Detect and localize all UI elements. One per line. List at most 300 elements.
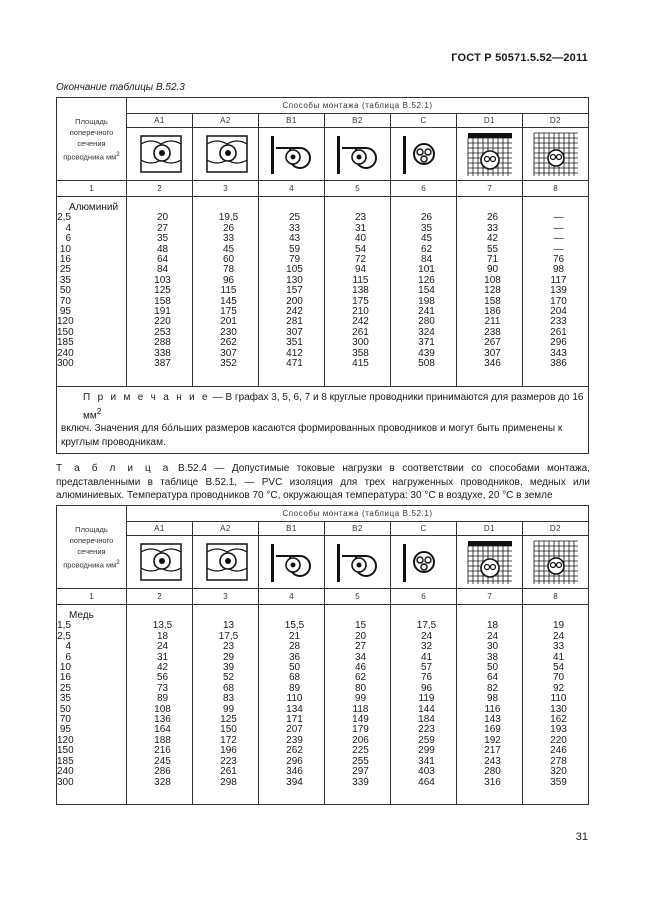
table-cell-value: 30 [486, 641, 499, 653]
table-cell-value: 371 [418, 337, 435, 349]
table-cell-value: 211 [484, 316, 501, 328]
table-cell-value: 403 [418, 766, 435, 778]
table-cell-value: 82 [486, 682, 499, 694]
table-cell-value: 48 [156, 243, 169, 255]
table-cell-value: 24 [552, 630, 565, 642]
column-number: 1 [57, 589, 127, 605]
table-cell-value: 80 [354, 682, 367, 694]
table-cell-value: 162 [550, 714, 567, 726]
table-cell-value: 150 [220, 724, 237, 736]
column-number: 7 [457, 181, 523, 197]
column-number: 3 [193, 181, 259, 197]
method-code-d2: D2 [523, 522, 589, 536]
table-cell-value: 18 [156, 630, 169, 642]
table-cell-value: 64 [156, 254, 169, 266]
table-cell-value: 261 [550, 326, 567, 338]
table-cell-value: 23 [354, 212, 367, 224]
table-cell-value: 120 [57, 734, 74, 746]
table-cell-value: 50 [288, 662, 301, 674]
table-cell-value: 25 [288, 212, 301, 224]
current-column-2 [127, 197, 193, 387]
table-cell-value: 54 [552, 662, 565, 674]
method-code-d1: D1 [457, 522, 523, 536]
table-cell-value: 386 [550, 358, 567, 370]
table-cell-value: 170 [550, 295, 567, 307]
table-cell-value: 239 [286, 734, 303, 746]
column-number: 7 [457, 589, 523, 605]
table-cell-value: 64 [486, 672, 499, 684]
table-cell-value: 41 [420, 651, 433, 663]
table-cell-value: 15,5 [284, 620, 305, 632]
table-cell-value: 300 [352, 337, 369, 349]
column-number: 5 [325, 181, 391, 197]
table-cell-value: 186 [484, 306, 501, 318]
method-b2-pictogram-icon [325, 128, 391, 181]
table-cell-value: 42 [486, 233, 499, 245]
table-cell-value: 35 [59, 693, 71, 705]
table-cell-value: 33 [288, 222, 301, 234]
table-cell-value: 31 [156, 651, 169, 663]
table-cell-value: 230 [220, 326, 237, 338]
table-cell-value: 41 [552, 651, 565, 663]
table-cell-value: 387 [154, 358, 171, 370]
table-cell-value: 259 [418, 734, 435, 746]
table-cell-value: 233 [550, 316, 567, 328]
table-cell-value: 198 [418, 295, 435, 307]
method-b1-pictogram-icon [259, 128, 325, 181]
table1-caption: Окончание таблицы В.52.3 [56, 82, 185, 93]
table-cell-value: 240 [57, 347, 74, 359]
table-cell-value: 39 [222, 662, 235, 674]
table-cell-value: 42 [156, 662, 169, 674]
table-cell-value: 27 [354, 641, 367, 653]
current-column-5 [325, 605, 391, 805]
table-cell-value: 84 [420, 254, 433, 266]
page-number: 31 [575, 831, 588, 843]
table-cell-value: 95 [59, 724, 71, 736]
method-code-row [57, 522, 589, 536]
table-cell-value: 241 [418, 306, 435, 318]
method-b2-pictogram-icon [325, 536, 391, 589]
area-sup: 2 [116, 558, 120, 566]
table-cell-value: 136 [154, 714, 171, 726]
table-cell-value: 286 [154, 766, 171, 778]
area-label: Площадь поперечного сечения проводника мм [63, 116, 117, 162]
method-d1-pictogram-icon [457, 536, 523, 589]
table-cell-value: 110 [286, 693, 303, 705]
table-cell-value: 138 [352, 285, 369, 297]
table-cell-value: 220 [154, 316, 171, 328]
table-cell-value: 200 [286, 295, 303, 307]
table-cell-value: 89 [288, 682, 301, 694]
table-cell-value: 19,5 [218, 212, 239, 224]
table-cell-value: 32 [420, 641, 433, 653]
table-cell-value: 300 [57, 358, 74, 370]
table-cell-value: 196 [220, 745, 237, 757]
cross-section-column [57, 197, 127, 387]
table-cell-value: 101 [418, 264, 435, 276]
table-cell-value: 115 [352, 274, 369, 286]
method-code-d1: D1 [457, 114, 523, 128]
table-cell-value: 50 [59, 285, 71, 297]
table-cell-value: 94 [354, 264, 367, 276]
table-cell-value: — [553, 243, 564, 255]
table-cell-value: 96 [222, 274, 235, 286]
table-cell-value: 84 [156, 264, 169, 276]
table-cell-value: 296 [286, 755, 303, 767]
table-cell-value: 18 [486, 620, 499, 632]
table-cell-value: 299 [418, 745, 435, 757]
table-cell-value: 125 [154, 285, 171, 297]
table-cell-value: 185 [57, 755, 74, 767]
column-number-row [57, 181, 589, 197]
table-cell-value: 150 [57, 326, 74, 338]
table2-caption-text: В.52.4 — Допустимые токовые нагрузки в соответствии со способами монтажа, представленными в таблице В.52.1, — PVC изоляция для трех нагруженных проводников, медных или алюминиевых. Температура проводников 70 °С, окружающая температура: 30 °С в воздухе, 20 °С в земле [56, 463, 590, 501]
table-cell-value: 52 [222, 672, 235, 684]
table-cell-value: 119 [418, 693, 435, 705]
column-number: 5 [325, 589, 391, 605]
table-cell-value: 188 [154, 734, 171, 746]
table-cell-value: 17,5 [416, 620, 437, 632]
table-cell-value: 126 [418, 274, 435, 286]
column-number: 2 [127, 181, 193, 197]
table-cell-value: 158 [154, 295, 171, 307]
table-cell-value: 255 [352, 755, 369, 767]
table-cell-value: 288 [154, 337, 171, 349]
table-cell-value: 223 [418, 724, 435, 736]
table-cell-value: 143 [484, 714, 501, 726]
table-cell-value: 57 [420, 662, 433, 674]
table-cell-value: 21 [288, 630, 301, 642]
table-cell-value: 346 [484, 358, 501, 370]
table-cell-value: 68 [222, 682, 235, 694]
table-cell-value: 206 [352, 734, 369, 746]
method-d1-pictogram-icon [457, 128, 523, 181]
column-number: 8 [523, 589, 589, 605]
table-cell-value: 328 [154, 776, 171, 788]
table-cell-value: 50 [486, 662, 499, 674]
table-cell-value: 98 [552, 264, 565, 276]
table-cell-value: 164 [154, 724, 171, 736]
material-label: Медь [69, 610, 94, 621]
area-label: Площадь поперечного сечения проводника мм [63, 524, 117, 570]
table-cell-value: 220 [550, 734, 567, 746]
table-cell-value: 108 [154, 703, 171, 715]
table-cell-value: 72 [354, 254, 367, 266]
table-cell-value: 134 [286, 703, 303, 715]
table-cell-value: 1,5 [57, 620, 71, 632]
table-cell-value: 115 [220, 285, 237, 297]
method-a2-pictogram-icon [193, 128, 259, 181]
data-row [57, 605, 589, 805]
column-number: 4 [259, 589, 325, 605]
table-cell-value: 20 [156, 212, 169, 224]
table-cell-value: 207 [286, 724, 303, 736]
current-column-6 [391, 605, 457, 805]
table-cell-value: 59 [288, 243, 301, 255]
table-cell-value: 35 [420, 222, 433, 234]
method-d2-pictogram-icon [523, 536, 589, 589]
table-cell-value: 464 [418, 776, 435, 788]
table-cell-value: 45 [420, 233, 433, 245]
table-cell-value: 320 [550, 766, 567, 778]
table-cell-value: 13 [222, 620, 235, 632]
method-a1-pictogram-icon [127, 536, 193, 589]
table-cell-value: 358 [352, 347, 369, 359]
method-code-row [57, 114, 589, 128]
table-cell-value: 191 [154, 306, 171, 318]
current-column-5 [325, 197, 391, 387]
table-cell-value: 217 [484, 745, 501, 757]
table-cell-value: 280 [484, 766, 501, 778]
table-cell-value: 352 [220, 358, 237, 370]
table-cell-value: 339 [352, 776, 369, 788]
current-column-3 [193, 605, 259, 805]
table-cell-value: 56 [156, 672, 169, 684]
table-cell-value: 204 [550, 306, 567, 318]
methods-header: Способы монтажа (таблица В.52.1) [127, 506, 589, 522]
table-cell-value: 149 [352, 714, 369, 726]
table-cell-value: 15 [354, 620, 367, 632]
current-column-8 [523, 605, 589, 805]
note-text-a: — В графах 3, 5, 6, 7 и 8 круглые проводники принимаются для размеров до 16 мм [83, 392, 584, 421]
table-cell-value: 24 [420, 630, 433, 642]
table-cell-value: 278 [550, 755, 567, 767]
table-cell-value: 99 [222, 703, 235, 715]
table-cell-value: 33 [552, 641, 565, 653]
table-cell-value: 110 [550, 693, 567, 705]
note-lead: П р и м е ч а н и е [83, 392, 210, 403]
method-c-pictogram-icon [391, 128, 457, 181]
table-cell-value: 300 [57, 776, 74, 788]
table-cell-value: 394 [286, 776, 303, 788]
table-cell-value: 130 [550, 703, 567, 715]
table-cell-value: 26 [222, 222, 235, 234]
table-cell-value: 29 [222, 651, 235, 663]
table-cell-value: 6 [65, 651, 71, 663]
table-cell-value: 105 [286, 264, 303, 276]
table-cell-value: 139 [550, 285, 567, 297]
current-column-7 [457, 197, 523, 387]
data-row [57, 197, 589, 387]
table-cell-value: 26 [486, 212, 499, 224]
table-cell-value: 16 [59, 672, 71, 684]
table-cell-value: 10 [59, 243, 71, 255]
table-cell-value: 242 [352, 316, 369, 328]
column-number: 8 [523, 181, 589, 197]
table-cell-value: 55 [486, 243, 499, 255]
table-cell-value: 130 [286, 274, 303, 286]
table-cell-value: 62 [354, 672, 367, 684]
table-cell-value: 103 [154, 274, 171, 286]
table-cell-value: 240 [57, 766, 74, 778]
table-cell-value: 439 [418, 347, 435, 359]
table-cell-value: 125 [220, 714, 237, 726]
table-cell-value: 242 [286, 306, 303, 318]
method-code-c: C [391, 114, 457, 128]
column-number: 2 [127, 589, 193, 605]
table-cell-value: 62 [420, 243, 433, 255]
table2-caption [56, 462, 590, 503]
table-cell-value: 4 [65, 641, 71, 653]
table-cell-value: 150 [57, 745, 74, 757]
table-cell-value: 17,5 [218, 630, 239, 642]
table-cell-value: 25 [59, 264, 71, 276]
table-cell-value: 281 [286, 316, 303, 328]
table-cell-value: 154 [418, 285, 435, 297]
table-cell-value: 40 [354, 233, 367, 245]
table-cell-value: 508 [418, 358, 435, 370]
table-cell-value: 98 [486, 693, 499, 705]
table-cell-value: 24 [486, 630, 499, 642]
document-standard-header: ГОСТ Р 50571.5.52—2011 [451, 52, 588, 64]
table-cell-value: 412 [286, 347, 303, 359]
table-cell-value: 35 [156, 233, 169, 245]
current-column-6 [391, 197, 457, 387]
table-cell-value: 33 [486, 222, 499, 234]
table-cell-value: 79 [288, 254, 301, 266]
table-cell-value: 38 [486, 651, 499, 663]
method-code-c: C [391, 522, 457, 536]
table-cell-value: 108 [484, 274, 501, 286]
table-cell-value: 175 [220, 306, 237, 318]
table-cell-value: 118 [352, 703, 369, 715]
method-code-b2: B2 [325, 522, 391, 536]
table-cell-value: 225 [352, 745, 369, 757]
method-a2-pictogram-icon [193, 536, 259, 589]
table-cell-value: 243 [484, 755, 501, 767]
area-sup: 2 [116, 150, 120, 158]
table-cell-value: — [553, 222, 564, 234]
table-cell-value: 172 [220, 734, 237, 746]
table-cell-value: 24 [156, 641, 169, 653]
table-cell-value: 46 [354, 662, 367, 674]
table-cell-value: 99 [354, 693, 367, 705]
note-text-b: включ. Значения для бо́льших размеров касаются формированных проводников и могут быть применены к круглым проводникам. [61, 423, 563, 448]
table-cell-value: 83 [222, 693, 235, 705]
table-cell-value: 73 [156, 682, 169, 694]
note-sup: 2 [96, 405, 102, 416]
table-cell-value: 13,5 [152, 620, 173, 632]
table-cell-value: 158 [484, 295, 501, 307]
table-cell-value: 261 [220, 766, 237, 778]
table-cell-value: 2,5 [57, 212, 71, 224]
table-cell-value: 261 [352, 326, 369, 338]
table-cell-value: 297 [352, 766, 369, 778]
table-cell-value: 415 [352, 358, 369, 370]
table-cell-value: 34 [354, 651, 367, 663]
table-cell-value: 145 [220, 295, 237, 307]
note-cell [57, 387, 589, 454]
column-number: 6 [391, 181, 457, 197]
table-cell-value: 36 [288, 651, 301, 663]
table-cell-value: 92 [552, 682, 565, 694]
methods-header: Способы монтажа (таблица В.52.1) [127, 98, 589, 114]
table-cell-value: 95 [59, 306, 71, 318]
table-cell-value: 262 [286, 745, 303, 757]
table-cell-value: 45 [222, 243, 235, 255]
current-column-3 [193, 197, 259, 387]
table-cell-value: 10 [59, 662, 71, 674]
table-cell-value: 296 [550, 337, 567, 349]
table-cell-value: 193 [550, 724, 567, 736]
table-cell-value: 280 [418, 316, 435, 328]
table-cell-value: 223 [220, 755, 237, 767]
table-cell-value: 116 [484, 703, 501, 715]
method-code-a2: A2 [193, 114, 259, 128]
table-cell-value: 316 [484, 776, 501, 788]
table-cell-value: 171 [286, 714, 303, 726]
area-header [57, 506, 127, 589]
method-a1-pictogram-icon [127, 128, 193, 181]
table-cell-value: 351 [286, 337, 303, 349]
method-pictogram-row [57, 536, 589, 589]
table-cell-value: 28 [288, 641, 301, 653]
method-d2-pictogram-icon [523, 128, 589, 181]
table-cell-value: 307 [220, 347, 237, 359]
table-cell-value: 31 [354, 222, 367, 234]
table-cell-value: 324 [418, 326, 435, 338]
method-code-a1: A1 [127, 522, 193, 536]
table-cell-value: 179 [352, 724, 369, 736]
method-pictogram-row [57, 128, 589, 181]
current-column-4 [259, 197, 325, 387]
table-cell-value: 216 [154, 745, 171, 757]
table-cell-value: 90 [486, 264, 499, 276]
table-cell-value: 70 [552, 672, 565, 684]
table-cell-value: 35 [59, 274, 71, 286]
column-number: 6 [391, 589, 457, 605]
table-cell-value: 23 [222, 641, 235, 653]
table-b-52-3-end [56, 97, 589, 454]
method-code-d2: D2 [523, 114, 589, 128]
table-cell-value: — [553, 212, 564, 224]
method-code-b1: B1 [259, 114, 325, 128]
table2-caption-lead: Т а б л и ц а [56, 463, 171, 474]
table-cell-value: — [553, 233, 564, 245]
table-cell-value: 341 [418, 755, 435, 767]
table-cell-value: 26 [420, 212, 433, 224]
method-b1-pictogram-icon [259, 536, 325, 589]
material-label: Алюминий [69, 202, 119, 213]
table-cell-value: 267 [484, 337, 501, 349]
table-cell-value: 144 [418, 703, 435, 715]
table-cell-value: 471 [286, 358, 303, 370]
table-cell-value: 185 [57, 337, 74, 349]
table-cell-value: 192 [484, 734, 501, 746]
table-cell-value: 262 [220, 337, 237, 349]
table-cell-value: 117 [550, 274, 567, 286]
table-cell-value: 50 [59, 703, 71, 715]
table-cell-value: 201 [220, 316, 237, 328]
table-cell-value: 246 [550, 745, 567, 757]
table-cell-value: 76 [552, 254, 565, 266]
table-cell-value: 4 [65, 222, 71, 234]
table-cell-value: 184 [418, 714, 435, 726]
column-number: 1 [57, 181, 127, 197]
method-c-pictogram-icon [391, 536, 457, 589]
method-code-a1: A1 [127, 114, 193, 128]
table-cell-value: 120 [57, 316, 74, 328]
table-cell-value: 169 [484, 724, 501, 736]
table-cell-value: 76 [420, 672, 433, 684]
table-cell-value: 25 [59, 682, 71, 694]
table-cell-value: 343 [550, 347, 567, 359]
table-cell-value: 6 [65, 233, 71, 245]
table-cell-value: 68 [288, 672, 301, 684]
column-number-row [57, 589, 589, 605]
table-cell-value: 19 [552, 620, 565, 632]
